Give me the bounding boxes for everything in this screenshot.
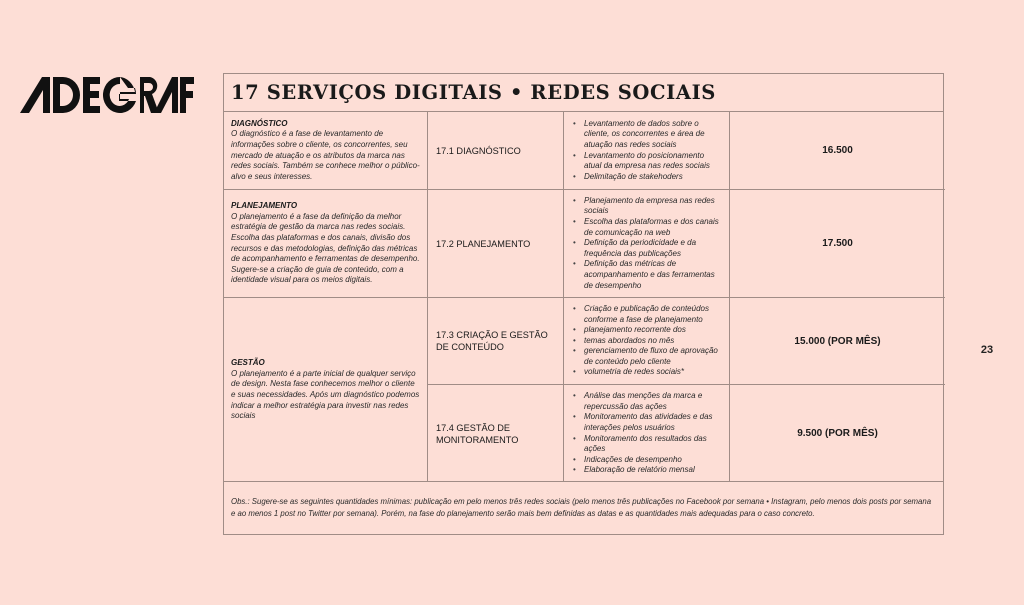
adegraf-logo-icon bbox=[20, 76, 194, 114]
phase-description: O planejamento é a parte inicial de qualquer serviço de design. Nesta fase conhecemos melhor o cliente e suas necessidades. Após um diagnóstico podemos indicar a melhor estratégia para investir nas redes sociais bbox=[231, 368, 420, 421]
phase-planejamento bbox=[224, 190, 428, 298]
list-item: • Planejamento da empresa nas redes sociais bbox=[572, 196, 721, 217]
list-item: • Levantamento de dados sobre o cliente, os concorrentes e área de atuação nas redes sociais bbox=[572, 119, 721, 151]
list-item: • Definição das métricas de acompanhamento e das ferramentas de desempenho bbox=[572, 259, 721, 291]
table-header bbox=[224, 74, 943, 112]
list-item: • Indicações de desempenho bbox=[572, 455, 721, 466]
phase-gestao bbox=[224, 298, 428, 482]
service-items bbox=[564, 112, 730, 190]
service-name: 17.1 DIAGNÓSTICO bbox=[436, 145, 521, 156]
page-number: 23 bbox=[980, 344, 994, 356]
phase-title: DIAGNÓSTICO bbox=[231, 118, 288, 128]
phase-diagnostico bbox=[224, 112, 428, 190]
price-cell bbox=[730, 298, 945, 385]
footnote: Obs.: Sugere-se as seguintes quantidades mínimas: publicação em pelo menos três redes sociais (pelo menos três publicações no Facebook por semana • Instagram, pelo menos dois posts por semana e ao menos 1 post no Twitter por semana). Porém, na fase do planejamento serão mais bem definidas as datas e as quantidades mais adequadas para o caso concreto. bbox=[231, 497, 932, 519]
phase-title: GESTÃO bbox=[231, 358, 265, 368]
list-item: • Escolha das plataformas e dos canais de comunicação na web bbox=[572, 217, 721, 238]
phase-description: O diagnóstico é a fase de levantamento de informações sobre o cliente, os concorrentes, seu mercado de atuação e os atributos da marca nas redes sociais. Também se conhece melhor o público-alvo e seus interesses. bbox=[231, 129, 420, 181]
price-cell bbox=[730, 190, 945, 298]
service-cell bbox=[428, 190, 564, 298]
phase-description: O planejamento é a fase da definição da melhor estratégia de gestão da marca nas redes sociais. Escolha das plataformas e dos canais, divisão dos recursos e das metodologias, definição das métricas de acompanhamento e ferramentas de desempenho. Sugere-se a criação de guia de conteúdo, com a identidade visual para os meios digitais. bbox=[231, 211, 420, 285]
list-item: • planejamento recorrente dos bbox=[572, 325, 721, 336]
service-name: 17.2 PLANEJAMENTO bbox=[436, 238, 531, 249]
page-title: 17 SERVIÇOS DIGITAIS • REDES SOCIAIS bbox=[231, 81, 716, 104]
adegraf-logo bbox=[20, 76, 194, 114]
service-items bbox=[564, 190, 730, 298]
service-price: 16.500 bbox=[822, 145, 853, 156]
service-cell bbox=[428, 298, 564, 385]
service-items bbox=[564, 385, 730, 482]
services-grid bbox=[224, 112, 943, 482]
service-cell bbox=[428, 385, 564, 482]
service-items bbox=[564, 298, 730, 385]
list-item: • Monitoramento dos resultados das ações bbox=[572, 434, 721, 455]
list-item: • temas abordados no mês bbox=[572, 336, 721, 347]
list-item: • Levantamento do posicionamento atual da empresa nas redes sociais bbox=[572, 151, 721, 172]
list-item: • Monitoramento das atividades e das interações pelos usuários bbox=[572, 412, 721, 433]
list-item: • Elaboração de relatório mensal bbox=[572, 465, 721, 476]
service-name: 17.4 GESTÃO DE MONITORAMENTO bbox=[436, 422, 519, 445]
list-item: • Criação e publicação de conteúdos conforme a fase de planejamento bbox=[572, 304, 721, 325]
price-cell bbox=[730, 112, 945, 190]
service-price: 17.500 bbox=[822, 238, 853, 249]
list-item: • Análise das menções da marca e repercussão das ações bbox=[572, 391, 721, 412]
service-name: 17.3 CRIAÇÃO E GESTÃO DE CONTEÚDO bbox=[436, 330, 548, 352]
phase-title: PLANEJAMENTO bbox=[231, 201, 298, 211]
service-cell bbox=[428, 112, 564, 190]
list-item: • Delimitação de stakehoders bbox=[572, 172, 721, 183]
list-item: • volumetria de redes sociais* bbox=[572, 367, 721, 378]
list-item: • Definição da periodicidade e da frequência das publicações bbox=[572, 238, 721, 259]
services-table bbox=[223, 73, 944, 535]
service-price: 9.500 (POR MÊS) bbox=[797, 428, 878, 439]
list-item: • gerenciamento de fluxo de aprovação de conteúdo pelo cliente bbox=[572, 346, 721, 367]
price-cell bbox=[730, 385, 945, 482]
service-price: 15.000 (POR MÊS) bbox=[794, 335, 881, 347]
